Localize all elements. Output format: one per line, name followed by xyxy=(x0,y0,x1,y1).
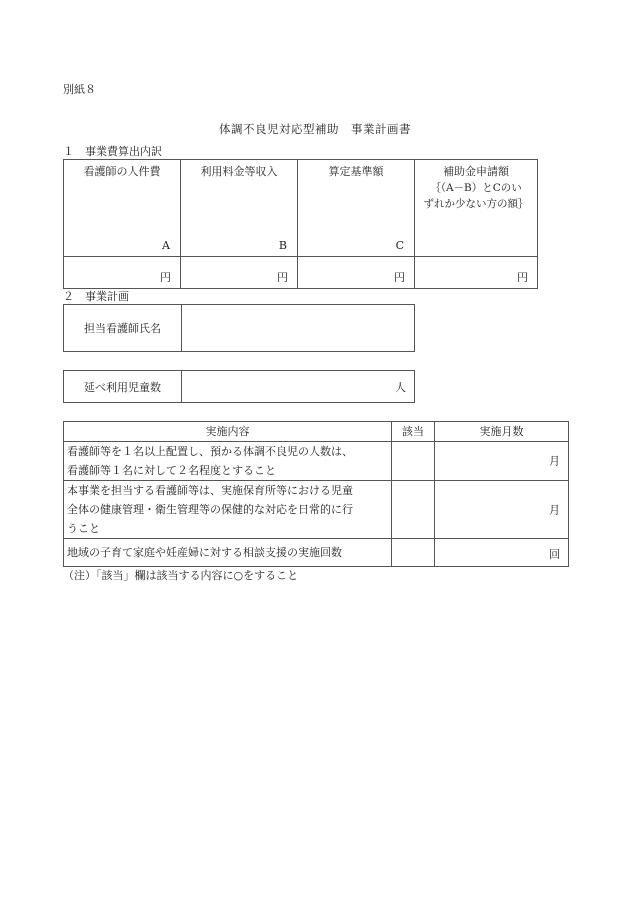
applicable-cell[interactable] xyxy=(392,539,435,567)
months-input[interactable] xyxy=(435,442,569,481)
subsidy-request-header: 補助金申請額 ｛（A－B）とCのい ずれか少ない方の額｝ xyxy=(415,160,538,257)
total-children-table xyxy=(63,370,415,403)
section1-number: １ xyxy=(63,145,74,158)
label-a: A xyxy=(162,239,170,252)
footnote: （注）「該当」欄は該当する内容に○をすること xyxy=(63,569,299,582)
subsidy-request-input[interactable] xyxy=(415,257,538,289)
section2-title: 事業計画 xyxy=(85,290,129,303)
table-row xyxy=(64,539,569,567)
nurse-cost-header: 看護師の人件費 A xyxy=(64,160,181,257)
section2-number: ２ xyxy=(63,290,74,303)
nurse-name-input[interactable] xyxy=(182,305,415,352)
activity-description: 地域の子育て家庭や妊産婦に対する相談支援の実施回数 xyxy=(64,539,392,567)
document-title: 体調不良児対応型補助 事業計画書 xyxy=(219,122,411,136)
nurse-cost-input[interactable] xyxy=(64,257,181,289)
yen-unit: 円 xyxy=(517,271,528,284)
yen-unit: 円 xyxy=(394,271,405,284)
fee-income-header: 利用料金等収入 B xyxy=(181,160,298,257)
months-input[interactable] xyxy=(435,481,569,539)
table-row xyxy=(64,481,569,539)
yen-unit: 円 xyxy=(277,271,288,284)
subsidy-formula-line2: ずれか少ない方の額｝ xyxy=(423,198,529,210)
fee-income-input[interactable] xyxy=(181,257,298,289)
nurse-name-label: 担当看護師氏名 xyxy=(64,305,182,352)
section1-heading xyxy=(63,143,162,159)
activity-description: 看護師等を１名以上配置し、預かる体調不良児の人数は、 看護師等１名に対して２名程度とすること xyxy=(64,442,392,481)
section2-heading xyxy=(63,288,129,304)
times-unit: 回 xyxy=(549,548,560,561)
nurse-name-table xyxy=(63,304,415,352)
label-c: C xyxy=(395,239,404,252)
months-header: 実施月数 xyxy=(435,422,569,442)
applicable-cell[interactable] xyxy=(392,442,435,481)
activities-table xyxy=(63,421,569,567)
total-children-input[interactable] xyxy=(182,371,415,403)
activity-description: 本事業を担当する看護師等は、実施保育所等における児童 全体の健康管理・衛生管理等の保健的な対応を日常的に行 うこと xyxy=(64,481,392,539)
section1-title: 事業費算出内訳 xyxy=(85,145,162,158)
yen-unit: 円 xyxy=(160,271,171,284)
attachment-label: 別紙８ xyxy=(63,83,96,96)
count-input[interactable] xyxy=(435,539,569,567)
applicable-header: 該当 xyxy=(392,422,435,442)
standard-amount-header: 算定基準額 C xyxy=(298,160,415,257)
standard-amount-input[interactable] xyxy=(298,257,415,289)
month-unit: 月 xyxy=(549,503,560,516)
cost-breakdown-table xyxy=(63,159,538,289)
label-b: B xyxy=(278,239,287,252)
content-header: 実施内容 xyxy=(64,422,392,442)
month-unit: 月 xyxy=(549,454,560,468)
total-children-label: 延べ利用児童数 xyxy=(64,371,182,403)
table-row xyxy=(64,442,569,481)
subsidy-formula-line1: ｛（A－B）とCのい xyxy=(430,182,522,194)
applicable-cell[interactable] xyxy=(392,481,435,539)
person-unit: 人 xyxy=(395,380,406,394)
